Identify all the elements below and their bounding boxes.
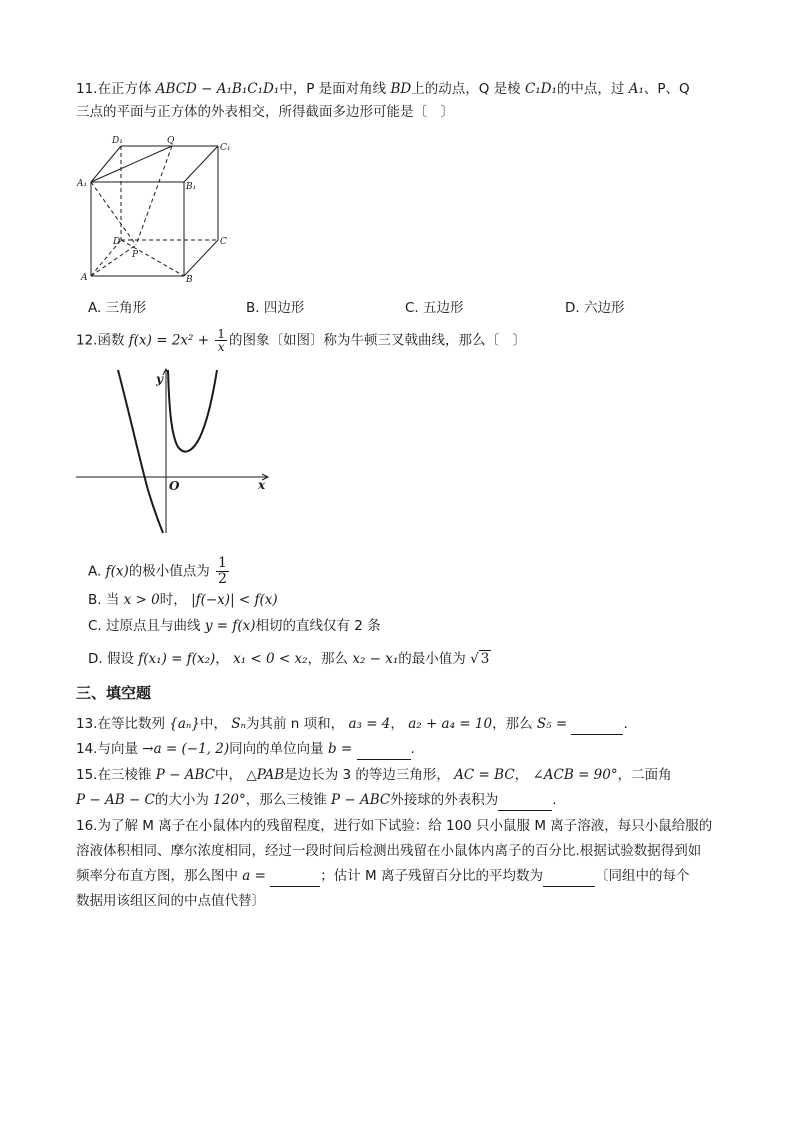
q14-text: 14.与向量: [76, 741, 138, 757]
answer-blank[interactable]: [543, 866, 595, 887]
q14-line: [76, 739, 415, 760]
q11-text: 的中点，过: [556, 81, 625, 97]
answer-blank[interactable]: [571, 714, 623, 735]
math-angle: ∠ACB = 90°: [532, 767, 618, 783]
q12-text: 的图象〔如图〕称为牛顿三叉戟曲线，那么〔 〕: [228, 332, 526, 349]
label-a: A: [81, 273, 88, 283]
label-c1: C₁: [220, 143, 231, 153]
answer-blank[interactable]: [270, 866, 320, 887]
q13-line: [76, 714, 628, 735]
q15-text: 15.在三棱锥: [76, 767, 152, 783]
frac-num: 1: [217, 327, 225, 341]
math-cond: x > 0: [123, 592, 160, 608]
q14-text: 同向的单位向量: [229, 741, 324, 757]
math-vec-b: b =: [327, 741, 353, 757]
trident-curve-figure: [76, 365, 276, 537]
q12-text: 12.函数: [76, 332, 125, 349]
q12-fraction: [215, 328, 227, 353]
answer-blank[interactable]: [357, 739, 411, 760]
q11-option-a[interactable]: A. 三角形: [88, 300, 147, 316]
math-s5: S₅ =: [536, 716, 568, 732]
math-dihedral: P − AB − C: [76, 792, 155, 808]
q15-text: 外接球的外表积为: [390, 792, 499, 808]
math-fx: f(x): [105, 563, 129, 580]
math-cond2: a₂ + a₄ = 10: [408, 716, 493, 732]
q12-option-a[interactable]: [88, 556, 231, 587]
q11-text: 上的动点，Q 是棱: [411, 81, 521, 97]
q16-text: 频率分布直方图，那么图中: [76, 868, 238, 884]
q11-option-d[interactable]: D. 六边形: [565, 300, 625, 316]
math-sn: Sₙ: [231, 716, 247, 732]
math-curve: y = f(x): [204, 618, 256, 634]
separator: ，: [390, 716, 404, 732]
section-title: 三、填空题: [76, 684, 152, 702]
option-text: ，那么: [307, 651, 349, 667]
math-ineq: |f(−x)| < f(x): [191, 592, 278, 608]
q15-line1: [76, 765, 672, 785]
math-diff: x₂ − x₁: [352, 651, 399, 667]
q11-text: 、P、Q: [643, 81, 690, 97]
period: .: [552, 792, 557, 808]
label-p: P: [132, 250, 139, 260]
q16-line4: 数据用该组区间的中点值代替〕: [76, 893, 265, 909]
q15-text: ，二面角: [617, 767, 672, 783]
math-a: a =: [242, 868, 266, 884]
half-fraction: [216, 556, 229, 587]
q13-text: 为其前 n 项和，: [246, 716, 345, 732]
option-label: D. 假设: [88, 651, 134, 667]
math-cond1: a₃ = 4: [348, 716, 391, 732]
frac-den: 2: [218, 571, 227, 587]
origin-label: O: [169, 479, 180, 493]
period: .: [623, 716, 628, 732]
frac-num: 1: [218, 555, 227, 571]
period: .: [410, 741, 415, 757]
frac-den: x: [217, 340, 225, 354]
option-text: C. 过原点且与曲线: [88, 618, 201, 634]
q16-line2: 溶液体积相同、摩尔浓度相同，经过一段时间后检测出残留在小鼠体内离子的百分比.根据试验数据得到如: [76, 843, 702, 859]
q11-text: 11.在正方体: [76, 81, 152, 97]
answer-blank[interactable]: [498, 790, 552, 811]
math-cond: x₁ < 0 < x₂: [233, 651, 308, 667]
q12-option-c[interactable]: [88, 616, 381, 636]
q16-line3: [76, 866, 689, 887]
label-b1: B₁: [186, 182, 197, 192]
q15-line2: [76, 790, 557, 811]
q11-text: 中，P 是面对角线: [279, 81, 387, 97]
vector-a: →: [142, 741, 154, 757]
cube-figure: [76, 135, 236, 285]
axis-x-label: x: [258, 478, 266, 492]
option-label: A.: [88, 563, 102, 580]
math-vec-a: a = (−1, 2): [153, 741, 230, 757]
math-c1d1: C₁D₁: [524, 81, 557, 97]
q11-option-b[interactable]: B. 四边形: [246, 300, 305, 316]
option-text: 时，: [159, 592, 187, 608]
label-c: C: [220, 237, 227, 247]
q15-text: 的大小为: [154, 792, 209, 808]
q16-line1: 16.为了解 M 离子在小鼠体内的残留程度，进行如下试验：给 100 只小鼠服 M 离子溶液，每只小鼠给服的: [76, 818, 713, 834]
math-eq: AC = BC: [454, 767, 515, 783]
q13-text: ，那么: [492, 716, 533, 732]
label-q: Q: [167, 136, 175, 146]
label-d1: D₁: [112, 136, 123, 146]
option-text: 的极小值点为: [128, 563, 210, 580]
q12-option-b[interactable]: [88, 590, 278, 610]
q11-option-c[interactable]: C. 五边形: [405, 300, 464, 316]
separator: ，: [215, 651, 229, 667]
q15-text: 中，: [215, 767, 243, 783]
q11-line1: [76, 79, 690, 99]
q12-function: f(x) = 2x² +: [128, 332, 214, 349]
q11-line2: 三点的平面与正方体的外表相交，所得截面多边形可能是〔 〕: [76, 104, 454, 120]
sqrt-expression: √ 3: [470, 651, 490, 667]
math-triangle: △PAB: [246, 767, 285, 783]
label-b: B: [186, 275, 193, 285]
q15-text: ，那么三棱锥: [245, 792, 327, 808]
math-pyramid: P − ABC: [331, 792, 391, 808]
option-label: B. 当: [88, 592, 120, 608]
label-a1: A₁: [77, 179, 88, 189]
q12-option-d[interactable]: [88, 649, 491, 669]
math-a1: A₁: [628, 81, 644, 97]
separator: ，: [514, 767, 529, 783]
math-bd: BD: [390, 81, 412, 97]
q16-text: 〔同组中的每个: [594, 868, 690, 884]
math-seq: {aₙ}: [169, 716, 200, 732]
label-d: D: [113, 237, 121, 247]
option-text: 相切的直线仅有 2 条: [255, 618, 381, 634]
q13-text: 13.在等比数列: [76, 716, 165, 732]
math-pyramid: P − ABC: [155, 767, 216, 783]
q16-text: ；估计 M 离子残留百分比的平均数为: [320, 868, 543, 884]
math-eq: f(x₁) = f(x₂): [138, 651, 216, 667]
sqrt-radicand: 3: [480, 651, 490, 667]
math-degree: 120°: [213, 792, 246, 808]
axis-y-label: y: [156, 372, 163, 386]
q13-text: 中，: [199, 716, 227, 732]
q12-line1: [76, 328, 526, 353]
cube-name: ABCD − A₁B₁C₁D₁: [155, 81, 280, 97]
option-text: 的最小值为: [398, 651, 466, 667]
q15-text: 是边长为 3 的等边三角形，: [284, 767, 450, 783]
